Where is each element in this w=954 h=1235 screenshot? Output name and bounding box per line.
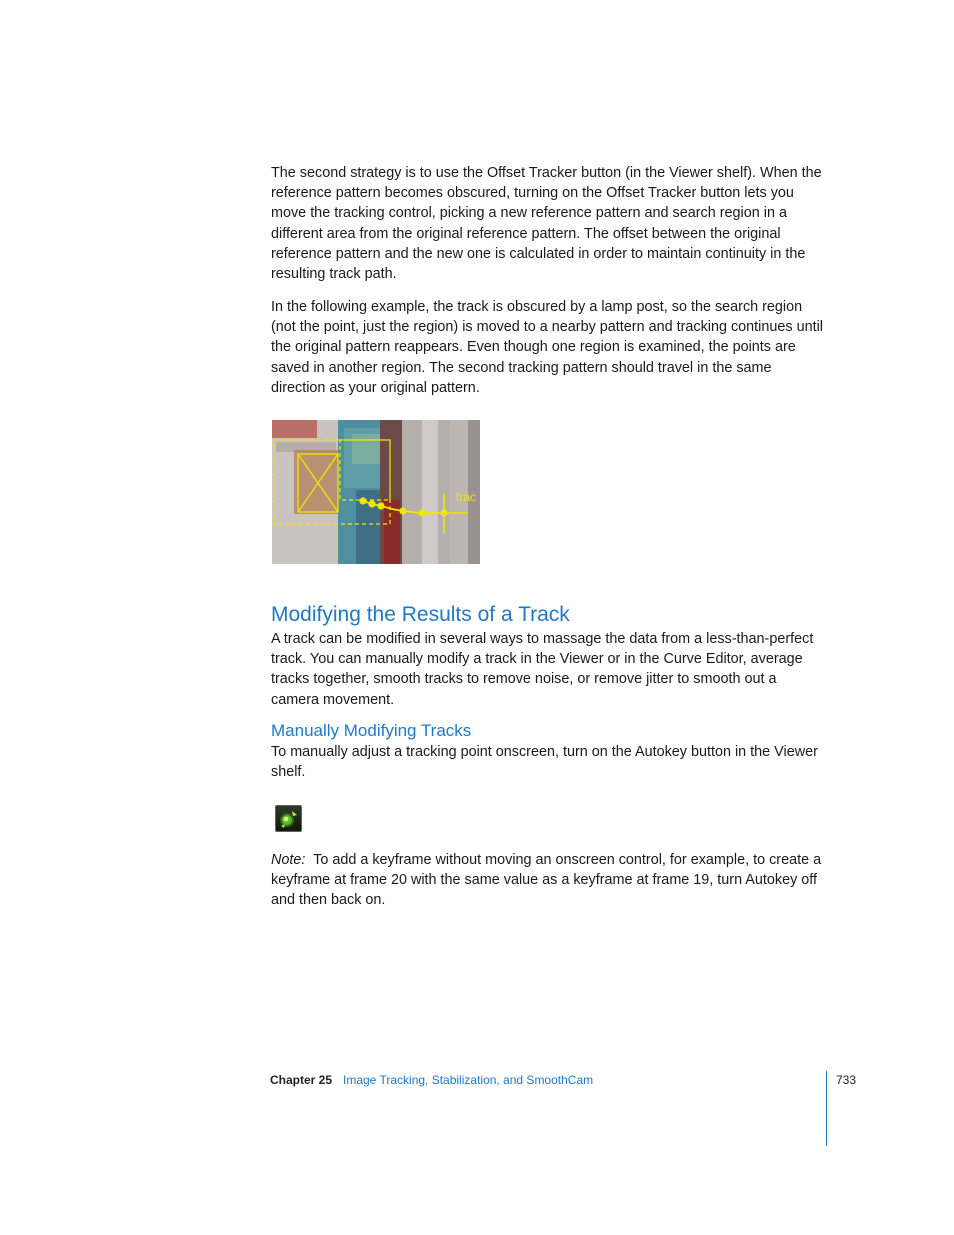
note-paragraph [271, 850, 823, 911]
track-point [399, 507, 406, 514]
note-label: Note: [271, 852, 306, 868]
tracking-example-illustration [272, 420, 480, 564]
section-heading: Modifying the Results of a Track [271, 603, 570, 626]
page-number: 733 [836, 1073, 857, 1087]
track-point [418, 509, 425, 516]
autokey-icon [276, 806, 301, 831]
body-paragraph-lamp-post-example: In the following example, the track is obscured by a lamp post, so the search region (not the point, just the region) is moved to a nearby pattern and tracking continues until the original pattern reappears. Even though one region is examined, the points are saved in another region. The second tracking pattern should travel in the same direction as your original pattern. [271, 299, 823, 396]
track-point [359, 497, 366, 504]
tracking-example-image [272, 420, 480, 564]
autokey-button[interactable] [275, 805, 302, 832]
footer-chapter-label: Chapter 25 [270, 1073, 333, 1087]
section-paragraph: A track can be modified in several ways to massage the data from a less-than-perfect track. You can manually modify a track in the Viewer or in the Curve Editor, average tracks together, smooth tracks to remove noise, or remove jitter to smooth out a camera movement. [271, 631, 814, 708]
subsection-heading: Manually Modifying Tracks [271, 721, 472, 740]
body-paragraph-offset-tracker: The second strategy is to use the Offset Tracker button (in the Viewer shelf). When the reference pattern becomes obscured, turning on the Offset Tracker button lets you move the tracking control, picking a new reference pattern and search region in a different area from the original reference pattern. The offset between the original reference pattern and the new one is calculated in order to maintain continuity in the resulting track path. [271, 165, 822, 283]
footer-chapter-title: Image Tracking, Stabilization, and SmoothCam [343, 1073, 594, 1087]
track-point [368, 500, 375, 507]
track-point [440, 509, 447, 516]
note-text: To add a keyframe without moving an onscreen control, for example, to create a keyframe at frame 20 with the same value as a keyframe at frame 19, turn Autokey off and then back on. [271, 852, 822, 909]
subsection-paragraph: To manually adjust a tracking point onscreen, turn on the Autokey button in the Viewer shelf. [271, 744, 818, 781]
track-point [377, 502, 384, 509]
footer-divider [826, 1071, 827, 1146]
track-label: trac [456, 490, 477, 504]
